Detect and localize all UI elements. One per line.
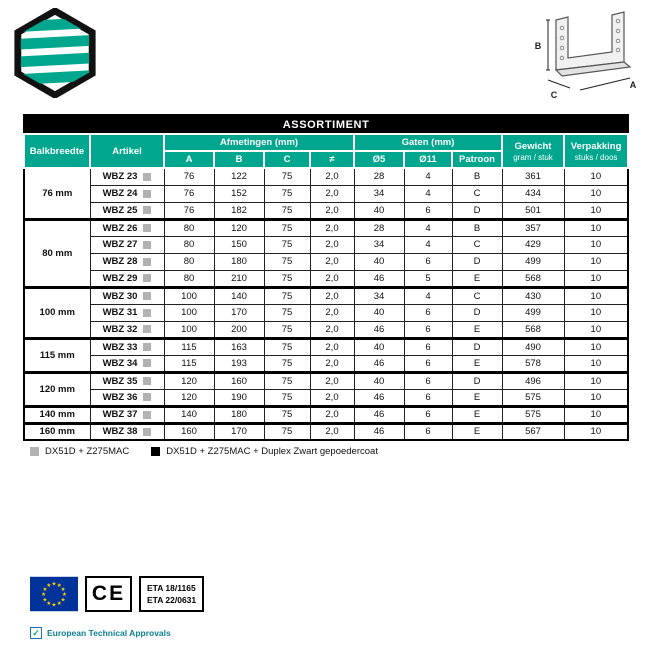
value-cell: 4 xyxy=(404,168,452,185)
value-cell: 160 xyxy=(214,372,264,389)
artikel-label: WBZ 23 xyxy=(102,171,138,183)
header-col-b: B xyxy=(214,151,264,168)
svg-text:★: ★ xyxy=(42,586,48,593)
table-row xyxy=(24,406,628,423)
value-cell: 120 xyxy=(164,372,214,389)
artikel-label: WBZ 38 xyxy=(102,426,138,438)
artikel-label: WBZ 27 xyxy=(102,239,138,250)
finish-swatch-icon xyxy=(143,393,151,401)
gray-swatch-icon xyxy=(30,447,39,456)
table-row xyxy=(24,287,628,304)
finish-swatch-icon xyxy=(143,309,151,317)
value-cell: 40 xyxy=(354,372,404,389)
header-gewicht xyxy=(502,134,564,168)
svg-text:★: ★ xyxy=(46,601,52,608)
value-cell: 568 xyxy=(502,321,564,338)
value-cell: B xyxy=(452,168,502,185)
approvals-label: European Technical Approvals xyxy=(47,628,171,638)
value-cell: 180 xyxy=(214,253,264,270)
brand-logo xyxy=(10,8,100,98)
finish-swatch-icon xyxy=(143,292,151,300)
value-cell: 10 xyxy=(564,253,628,270)
header-verpakking-title: Verpakking xyxy=(570,140,622,152)
balkbreedte-cell: 160 mm xyxy=(24,423,90,440)
value-cell: 75 xyxy=(264,338,310,355)
artikel-cell xyxy=(90,389,164,406)
value-cell: 80 xyxy=(164,236,214,253)
value-cell: 170 xyxy=(214,423,264,440)
value-cell: E xyxy=(452,355,502,372)
value-cell: 46 xyxy=(354,423,404,440)
value-cell: E xyxy=(452,270,502,287)
finish-swatch-icon xyxy=(143,258,151,266)
value-cell: 2,0 xyxy=(310,338,354,355)
value-cell: 10 xyxy=(564,406,628,423)
artikel-label: WBZ 33 xyxy=(102,341,138,353)
artikel-cell xyxy=(90,321,164,338)
value-cell: 6 xyxy=(404,321,452,338)
value-cell: 499 xyxy=(502,304,564,321)
value-cell: 100 xyxy=(164,321,214,338)
artikel-cell xyxy=(90,287,164,304)
value-cell: 10 xyxy=(564,202,628,219)
value-cell: 2,0 xyxy=(310,270,354,287)
artikel-cell xyxy=(90,253,164,270)
value-cell: 2,0 xyxy=(310,202,354,219)
header-balkbreedte: Balkbreedte xyxy=(24,134,90,168)
svg-text:★: ★ xyxy=(42,597,48,604)
artikel-cell xyxy=(90,338,164,355)
finish-swatch-icon xyxy=(143,428,151,436)
finish-swatch-icon xyxy=(143,377,151,385)
table-title: ASSORTIMENT xyxy=(24,115,628,134)
value-cell: 10 xyxy=(564,338,628,355)
table-row xyxy=(24,389,628,406)
value-cell: 80 xyxy=(164,253,214,270)
value-cell: 75 xyxy=(264,304,310,321)
value-cell: E xyxy=(452,423,502,440)
finish-legend xyxy=(23,446,627,457)
artikel-cell xyxy=(90,423,164,440)
value-cell: 163 xyxy=(214,338,264,355)
value-cell: 75 xyxy=(264,287,310,304)
value-cell: E xyxy=(452,321,502,338)
header-gaten: Gaten (mm) xyxy=(354,134,502,151)
table-row xyxy=(24,321,628,338)
value-cell: 2,0 xyxy=(310,168,354,185)
dim-label-c: C xyxy=(550,90,558,100)
value-cell: D xyxy=(452,338,502,355)
balkbreedte-cell: 140 mm xyxy=(24,406,90,423)
value-cell: 578 xyxy=(502,355,564,372)
artikel-label: WBZ 31 xyxy=(102,307,138,318)
artikel-cell xyxy=(90,406,164,423)
ce-mark: CE xyxy=(85,576,132,612)
value-cell: 499 xyxy=(502,253,564,270)
value-cell: 76 xyxy=(164,202,214,219)
value-cell: 180 xyxy=(214,406,264,423)
value-cell: E xyxy=(452,406,502,423)
value-cell: 75 xyxy=(264,406,310,423)
assortiment-section xyxy=(23,114,627,457)
value-cell: 4 xyxy=(404,287,452,304)
value-cell: 40 xyxy=(354,338,404,355)
header-gewicht-sub: gram / stuk xyxy=(513,152,553,162)
svg-text:★: ★ xyxy=(51,602,57,609)
checkmark-icon: ✓ xyxy=(30,627,42,639)
value-cell: 6 xyxy=(404,202,452,219)
value-cell: 2,0 xyxy=(310,236,354,253)
finish-swatch-icon xyxy=(143,173,151,181)
value-cell: 2,0 xyxy=(310,423,354,440)
value-cell: 5 xyxy=(404,270,452,287)
legend-item-powdercoat xyxy=(151,446,378,457)
value-cell: 46 xyxy=(354,389,404,406)
balkbreedte-cell: 115 mm xyxy=(24,338,90,372)
table-row xyxy=(24,372,628,389)
artikel-label: WBZ 26 xyxy=(102,222,138,234)
value-cell: 75 xyxy=(264,168,310,185)
value-cell: C xyxy=(452,185,502,202)
value-cell: 4 xyxy=(404,219,452,236)
table-row xyxy=(24,270,628,287)
artikel-label: WBZ 24 xyxy=(102,188,138,199)
value-cell: 6 xyxy=(404,253,452,270)
finish-swatch-icon xyxy=(143,206,151,214)
value-cell: 568 xyxy=(502,270,564,287)
artikel-cell xyxy=(90,372,164,389)
value-cell: 152 xyxy=(214,185,264,202)
value-cell: B xyxy=(452,219,502,236)
assortiment-table xyxy=(23,114,629,441)
header-verpakking-sub: stuks / doos xyxy=(574,152,618,162)
bracket-diagram xyxy=(518,6,644,110)
value-cell: 120 xyxy=(164,389,214,406)
table-row xyxy=(24,236,628,253)
balkbreedte-cell: 80 mm xyxy=(24,219,90,287)
value-cell: 2,0 xyxy=(310,406,354,423)
svg-text:★: ★ xyxy=(56,601,62,608)
artikel-label: WBZ 34 xyxy=(102,357,138,369)
value-cell: 496 xyxy=(502,372,564,389)
value-cell: 10 xyxy=(564,287,628,304)
value-cell: 122 xyxy=(214,168,264,185)
table-row xyxy=(24,253,628,270)
value-cell: C xyxy=(452,236,502,253)
value-cell: D xyxy=(452,202,502,219)
table-row xyxy=(24,304,628,321)
value-cell: 430 xyxy=(502,287,564,304)
value-cell: E xyxy=(452,389,502,406)
svg-text:★: ★ xyxy=(60,597,66,604)
header-verpakking xyxy=(564,134,628,168)
balkbreedte-cell: 120 mm xyxy=(24,372,90,406)
value-cell: 193 xyxy=(214,355,264,372)
value-cell: 10 xyxy=(564,355,628,372)
value-cell: 575 xyxy=(502,389,564,406)
value-cell: 28 xyxy=(354,168,404,185)
value-cell: 75 xyxy=(264,185,310,202)
artikel-label: WBZ 30 xyxy=(102,290,138,302)
value-cell: 140 xyxy=(164,406,214,423)
artikel-cell xyxy=(90,219,164,236)
svg-text:★: ★ xyxy=(61,592,68,599)
value-cell: 40 xyxy=(354,202,404,219)
value-cell: 46 xyxy=(354,355,404,372)
value-cell: 34 xyxy=(354,185,404,202)
value-cell: 80 xyxy=(164,219,214,236)
value-cell: 4 xyxy=(404,236,452,253)
svg-text:★: ★ xyxy=(56,583,62,590)
value-cell: 34 xyxy=(354,287,404,304)
value-cell: 75 xyxy=(264,389,310,406)
table-row xyxy=(24,355,628,372)
finish-swatch-icon xyxy=(143,241,151,249)
artikel-cell xyxy=(90,202,164,219)
value-cell: 10 xyxy=(564,372,628,389)
value-cell: D xyxy=(452,372,502,389)
value-cell: 28 xyxy=(354,219,404,236)
artikel-cell xyxy=(90,270,164,287)
dim-line-c xyxy=(548,80,570,88)
artikel-cell xyxy=(90,355,164,372)
finish-swatch-icon xyxy=(143,274,151,282)
eta-number-2: ETA 22/0631 xyxy=(147,595,197,605)
legend-label: DX51D + Z275MAC xyxy=(45,446,130,457)
value-cell: 100 xyxy=(164,304,214,321)
value-cell: 170 xyxy=(214,304,264,321)
eta-approvals-box xyxy=(139,576,204,612)
value-cell: 10 xyxy=(564,168,628,185)
value-cell: 2,0 xyxy=(310,185,354,202)
table-row xyxy=(24,168,628,185)
header-col-o11: Ø11 xyxy=(404,151,452,168)
svg-text:★: ★ xyxy=(46,583,52,590)
finish-swatch-icon xyxy=(143,224,151,232)
legend-item-galvanized xyxy=(30,446,129,457)
value-cell: 115 xyxy=(164,338,214,355)
header-col-o5: Ø5 xyxy=(354,151,404,168)
value-cell: 10 xyxy=(564,304,628,321)
artikel-cell xyxy=(90,304,164,321)
assortiment-table-body xyxy=(24,168,628,440)
artikel-label: WBZ 29 xyxy=(102,272,138,284)
table-row xyxy=(24,219,628,236)
value-cell: 75 xyxy=(264,236,310,253)
value-cell: 361 xyxy=(502,168,564,185)
artikel-cell xyxy=(90,236,164,253)
value-cell: 6 xyxy=(404,423,452,440)
artikel-label: WBZ 37 xyxy=(102,409,138,420)
value-cell: D xyxy=(452,253,502,270)
value-cell: 76 xyxy=(164,168,214,185)
value-cell: 160 xyxy=(164,423,214,440)
value-cell: 140 xyxy=(214,287,264,304)
value-cell: C xyxy=(452,287,502,304)
value-cell: 10 xyxy=(564,423,628,440)
value-cell: 10 xyxy=(564,389,628,406)
balkbreedte-cell: 100 mm xyxy=(24,287,90,338)
value-cell: 150 xyxy=(214,236,264,253)
value-cell: 10 xyxy=(564,236,628,253)
value-cell: 6 xyxy=(404,372,452,389)
value-cell: 46 xyxy=(354,270,404,287)
balkbreedte-cell: 76 mm xyxy=(24,168,90,219)
legend-label: DX51D + Z275MAC + Duplex Zwart gepoedercoat xyxy=(166,446,378,457)
eta-approvals-caption xyxy=(30,627,171,639)
value-cell: 4 xyxy=(404,185,452,202)
value-cell: 46 xyxy=(354,406,404,423)
value-cell: 210 xyxy=(214,270,264,287)
finish-swatch-icon xyxy=(143,190,151,198)
value-cell: 6 xyxy=(404,338,452,355)
finish-swatch-icon xyxy=(143,411,151,419)
dim-label-b: B xyxy=(534,41,542,51)
svg-text:★: ★ xyxy=(40,592,47,599)
black-swatch-icon xyxy=(151,447,160,456)
value-cell: 2,0 xyxy=(310,372,354,389)
eu-flag-icon xyxy=(30,576,78,612)
value-cell: 75 xyxy=(264,253,310,270)
value-cell: 40 xyxy=(354,253,404,270)
value-cell: 6 xyxy=(404,406,452,423)
certifications xyxy=(30,576,204,612)
value-cell: 76 xyxy=(164,185,214,202)
header-col-a: A xyxy=(164,151,214,168)
value-cell: 10 xyxy=(564,185,628,202)
value-cell: 2,0 xyxy=(310,219,354,236)
header-afmetingen: Afmetingen (mm) xyxy=(164,134,354,151)
value-cell: 80 xyxy=(164,270,214,287)
table-row xyxy=(24,338,628,355)
header-col-patroon: Patroon xyxy=(452,151,502,168)
value-cell: 34 xyxy=(354,236,404,253)
value-cell: 434 xyxy=(502,185,564,202)
value-cell: 6 xyxy=(404,389,452,406)
value-cell: 75 xyxy=(264,423,310,440)
value-cell: 10 xyxy=(564,270,628,287)
value-cell: 10 xyxy=(564,321,628,338)
value-cell: 190 xyxy=(214,389,264,406)
value-cell: 501 xyxy=(502,202,564,219)
value-cell: 100 xyxy=(164,287,214,304)
value-cell: 120 xyxy=(214,219,264,236)
svg-text:★: ★ xyxy=(60,586,66,593)
eta-number-1: ETA 18/1165 xyxy=(147,583,196,593)
header-col-c: C xyxy=(264,151,310,168)
value-cell: 40 xyxy=(354,304,404,321)
header-col-thickness: ≠ xyxy=(310,151,354,168)
value-cell: 6 xyxy=(404,304,452,321)
finish-swatch-icon xyxy=(143,359,151,367)
value-cell: 10 xyxy=(564,219,628,236)
value-cell: 2,0 xyxy=(310,321,354,338)
value-cell: 200 xyxy=(214,321,264,338)
svg-text:★: ★ xyxy=(51,581,57,588)
value-cell: 357 xyxy=(502,219,564,236)
dim-label-a: A xyxy=(629,80,637,90)
value-cell: 2,0 xyxy=(310,304,354,321)
value-cell: 46 xyxy=(354,321,404,338)
value-cell: 2,0 xyxy=(310,287,354,304)
artikel-label: WBZ 35 xyxy=(102,375,138,387)
header-gewicht-title: Gewicht xyxy=(514,140,552,152)
artikel-cell xyxy=(90,168,164,185)
value-cell: D xyxy=(452,304,502,321)
value-cell: 75 xyxy=(264,372,310,389)
finish-swatch-icon xyxy=(143,325,151,333)
value-cell: 575 xyxy=(502,406,564,423)
value-cell: 75 xyxy=(264,321,310,338)
table-row xyxy=(24,423,628,440)
value-cell: 2,0 xyxy=(310,355,354,372)
value-cell: 2,0 xyxy=(310,253,354,270)
value-cell: 6 xyxy=(404,355,452,372)
bracket-outline xyxy=(556,12,624,70)
table-row xyxy=(24,202,628,219)
value-cell: 567 xyxy=(502,423,564,440)
value-cell: 75 xyxy=(264,355,310,372)
value-cell: 182 xyxy=(214,202,264,219)
value-cell: 429 xyxy=(502,236,564,253)
artikel-label: WBZ 32 xyxy=(102,323,138,335)
dim-line-a xyxy=(580,78,630,90)
value-cell: 75 xyxy=(264,270,310,287)
table-row xyxy=(24,185,628,202)
value-cell: 115 xyxy=(164,355,214,372)
value-cell: 75 xyxy=(264,219,310,236)
artikel-label: WBZ 25 xyxy=(102,204,138,216)
header-artikel: Artikel xyxy=(90,134,164,168)
finish-swatch-icon xyxy=(143,343,151,351)
value-cell: 75 xyxy=(264,202,310,219)
artikel-label: WBZ 36 xyxy=(102,391,138,403)
value-cell: 2,0 xyxy=(310,389,354,406)
value-cell: 490 xyxy=(502,338,564,355)
artikel-label: WBZ 28 xyxy=(102,256,138,267)
artikel-cell xyxy=(90,185,164,202)
